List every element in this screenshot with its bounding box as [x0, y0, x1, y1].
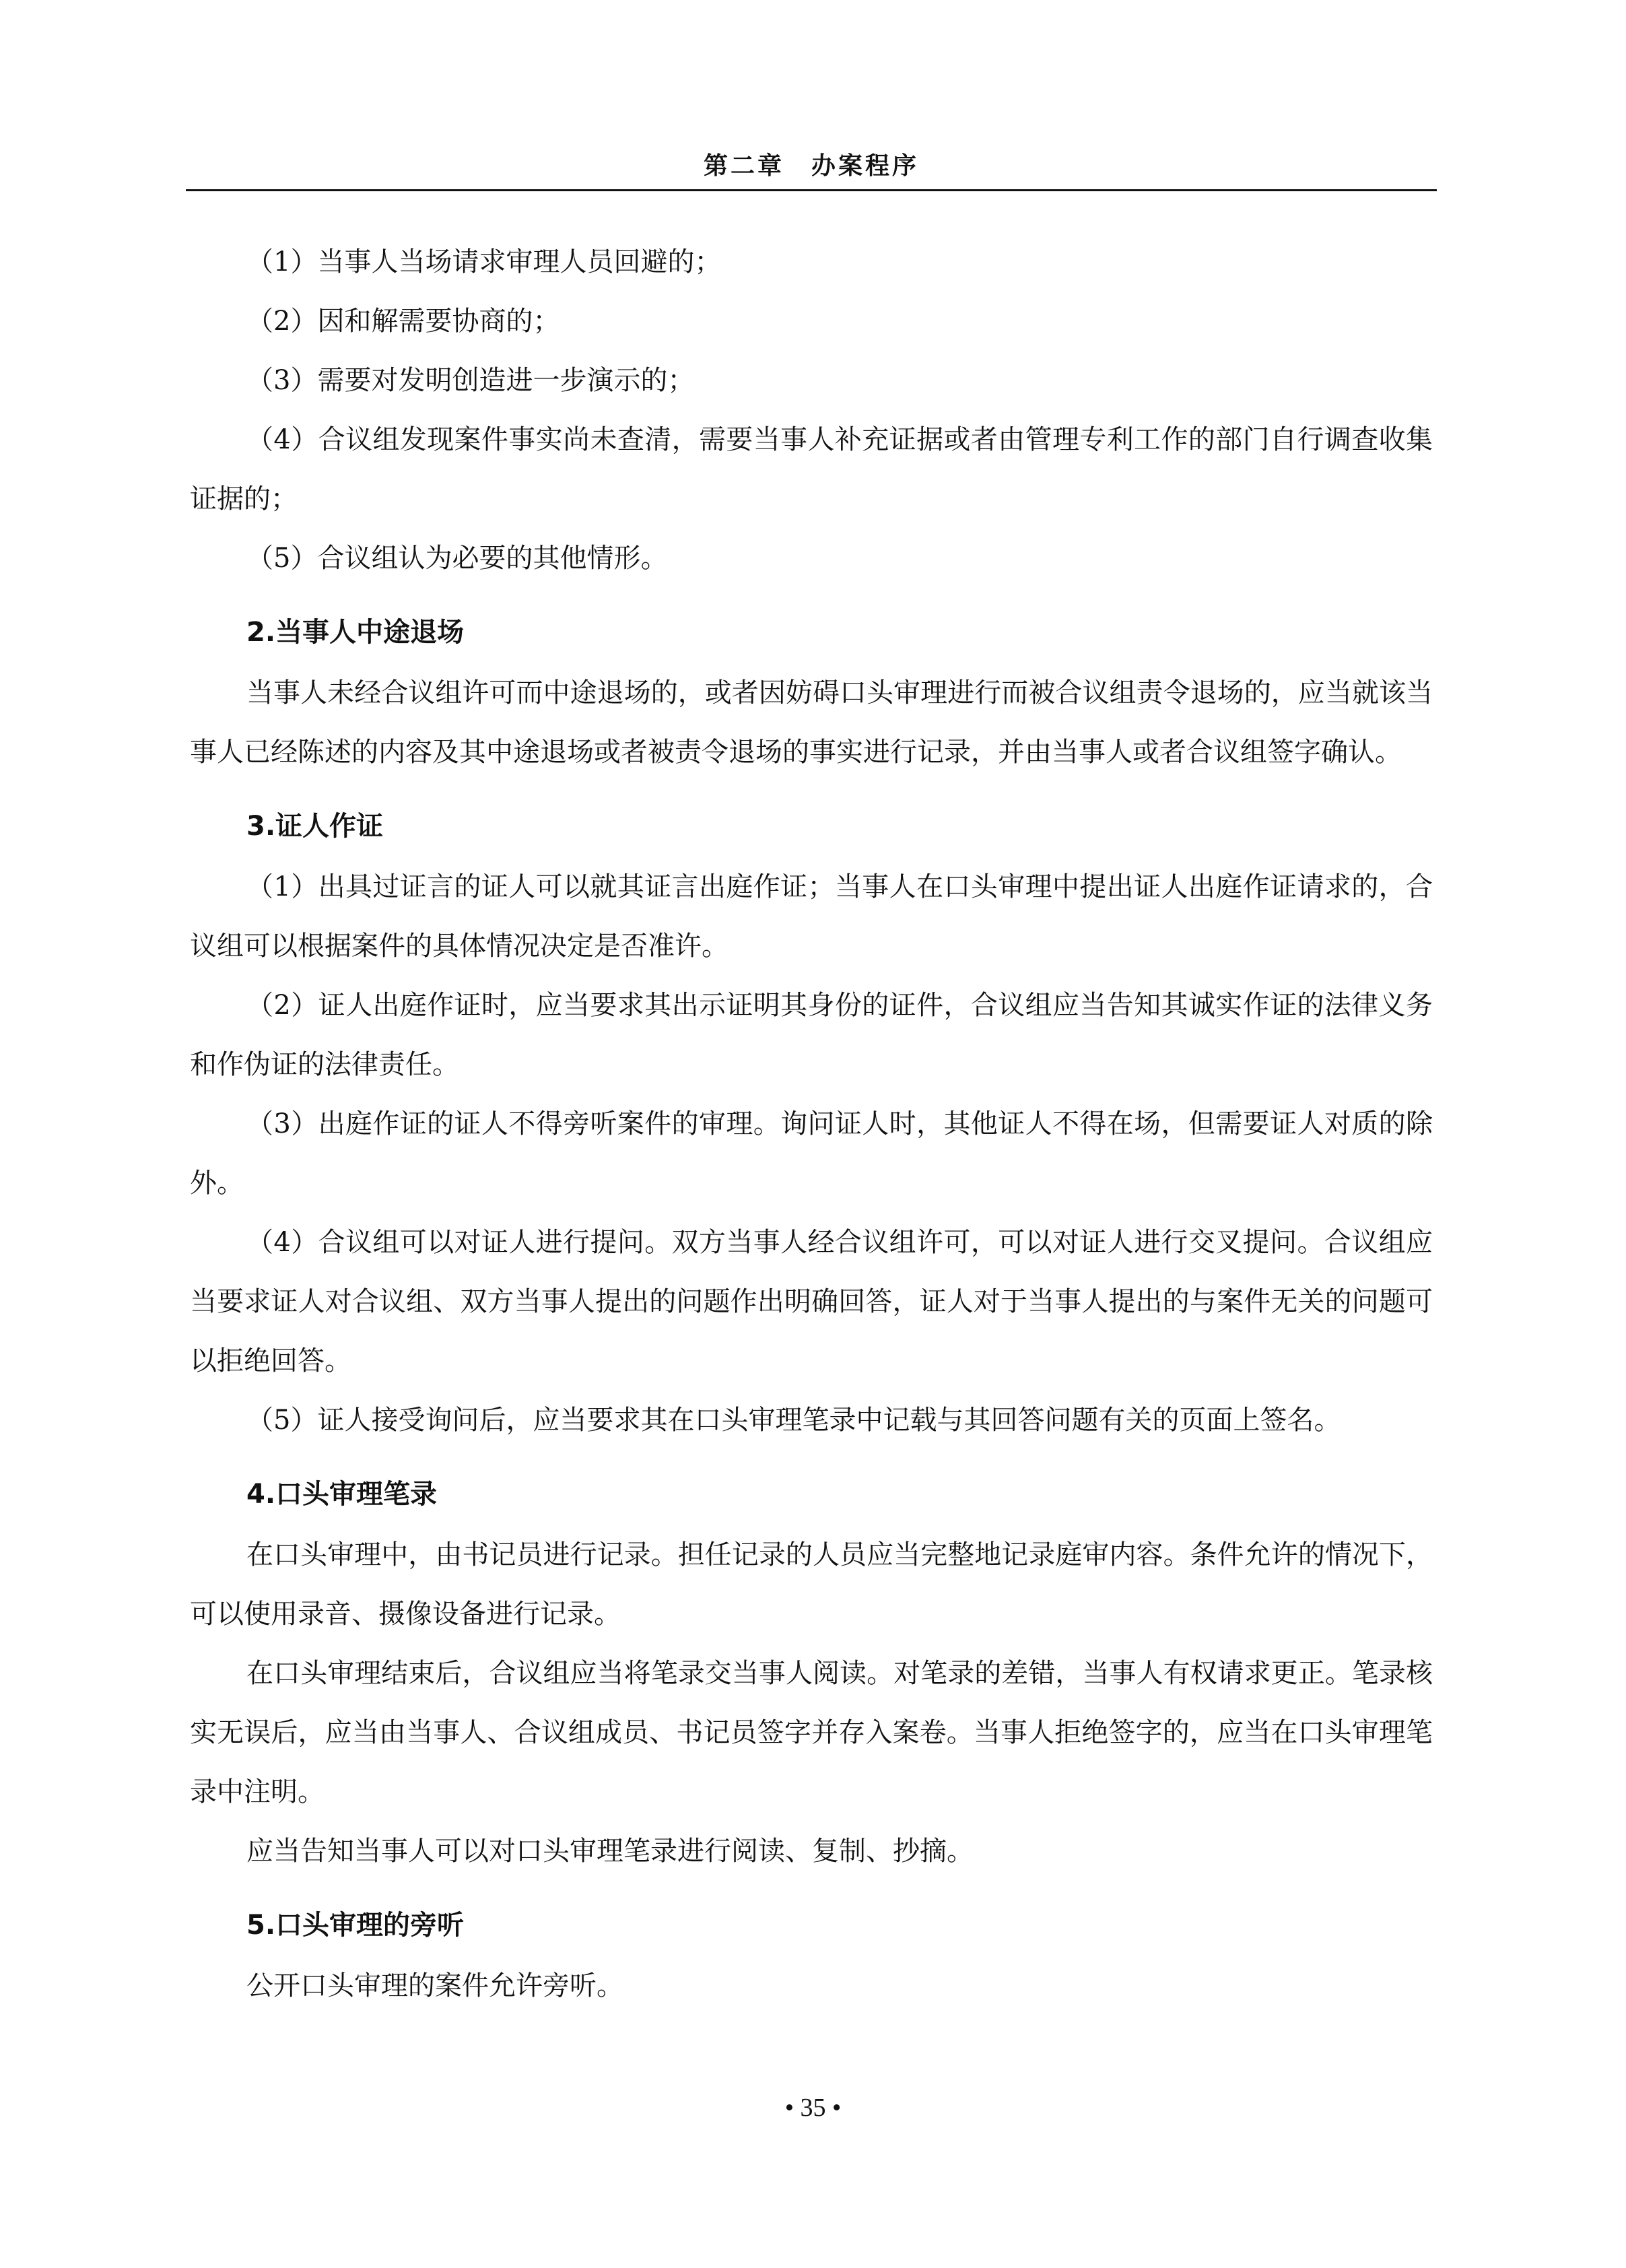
paragraph-record-2: 在口头审理结束后，合议组应当将笔录交当事人阅读。对笔录的差错，当事人有权请求更正。笔录核实无误后，应当由当事人、合议组成员、书记员签字并存入案卷。当事人拒绝签字的，应当在口头审理笔录中注明。: [190, 1658, 1433, 1807]
paragraph-item-2: （2）因和解需要协商的；: [246, 306, 560, 337]
paragraph-witness-3: （3）出庭作证的证人不得旁听案件的审理。询问证人时，其他证人不得在场，但需要证人对质的除外。: [190, 1108, 1433, 1199]
page-number: • 35 •: [784, 2094, 842, 2122]
paragraph-item-4: （4）合议组发现案件事实尚未查清，需要当事人补充证据或者由管理专利工作的部门自行调查收集证据的；: [190, 424, 1433, 514]
paragraph-withdrawal: 当事人未经合议组许可而中途退场的，或者因妨碍口头审理进行而被合议组责令退场的，应当就该当事人已经陈述的内容及其中途退场或者被责令退场的事实进行记录，并由当事人或者合议组签字确认。: [190, 677, 1433, 768]
section-heading-3: 3.证人作证: [246, 811, 384, 842]
paragraph-witness-2: （2）证人出庭作证时，应当要求其出示证明其身份的证件，合议组应当告知其诚实作证的法律义务和作伪证的法律责任。: [190, 990, 1433, 1080]
header-divider: [186, 189, 1437, 191]
paragraph-audience: 公开口头审理的案件允许旁听。: [246, 1970, 623, 2001]
paragraph-witness-5: （5）证人接受询问后，应当要求其在口头审理笔录中记载与其回答问题有关的页面上签名。: [246, 1405, 1341, 1436]
paragraph-item-5: （5）合议组认为必要的其他情形。: [246, 543, 668, 574]
section-heading-2: 2.当事人中途退场: [246, 617, 465, 648]
paragraph-record-3: 应当告知当事人可以对口头审理笔录进行阅读、复制、抄摘。: [246, 1836, 974, 1867]
paragraph-witness-4: （4）合议组可以对证人进行提问。双方当事人经合议组许可，可以对证人进行交叉提问。合议组应当要求证人对合议组、双方当事人提出的问题作出明确回答，证人对于当事人提出的与案件无关的问题可以拒绝回答。: [190, 1227, 1433, 1376]
paragraph-witness-1: （1）出具过证言的证人可以就其证言出庭作证；当事人在口头审理中提出证人出庭作证请求的，合议组可以根据案件的具体情况决定是否准许。: [190, 871, 1433, 962]
section-heading-4: 4.口头审理笔录: [246, 1479, 438, 1510]
running-header: 第二章 办案程序: [703, 152, 919, 180]
section-heading-5: 5.口头审理的旁听: [246, 1910, 465, 1941]
paragraph-item-1: （1）当事人当场请求审理人员回避的；: [246, 246, 722, 277]
paragraph-record-1: 在口头审理中，由书记员进行记录。担任记录的人员应当完整地记录庭审内容。条件允许的情况下，可以使用录音、摄像设备进行记录。: [190, 1539, 1433, 1630]
paragraph-item-3: （3）需要对发明创造进一步演示的；: [246, 365, 695, 396]
page-body: [190, 232, 1433, 2015]
